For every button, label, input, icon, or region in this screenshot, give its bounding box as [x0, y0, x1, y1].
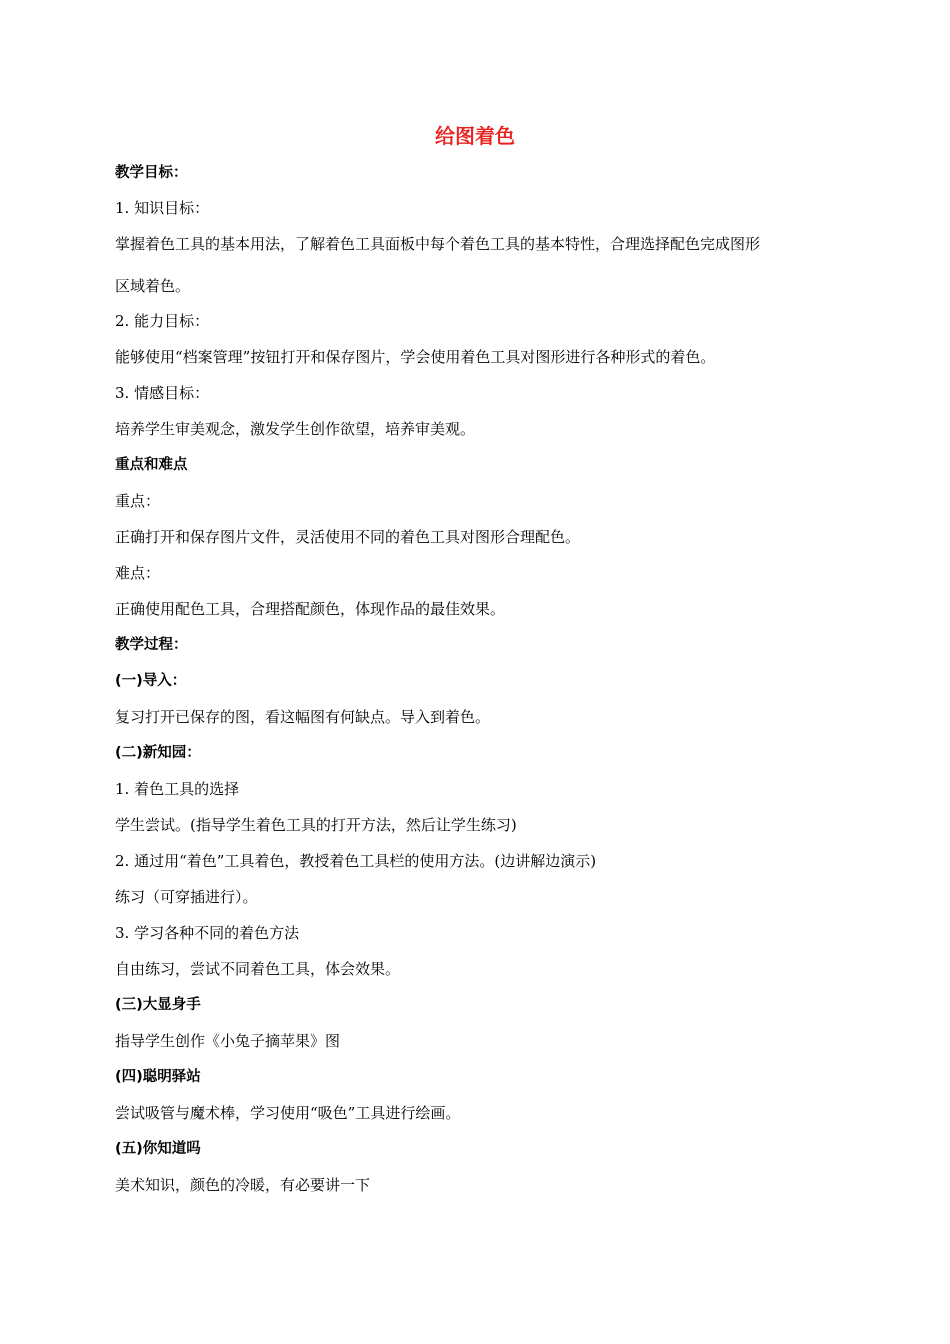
item-emotion-goal: 3. 情感目标：: [115, 384, 210, 402]
label-difficult-point: 难点：: [115, 564, 161, 582]
paragraph-practice: 练习（可穿插进行）。: [115, 888, 258, 906]
paragraph-ability-goal: 能够使用“档案管理”按钮打开和保存图片，学会使用着色工具对图形进行各种形式的着色。: [115, 348, 716, 366]
paragraph-did-you-know: 美术知识，颜色的冷暖，有必要讲一下: [115, 1176, 371, 1194]
item-ability-goal: 2. 能力目标：: [115, 312, 210, 330]
paragraph-tool-selection: 学生尝试。(指导学生着色工具的打开方法，然后让学生练习): [115, 816, 517, 834]
document-title: 给图着色: [435, 124, 515, 148]
label-key-point: 重点：: [115, 492, 161, 510]
heading-introduction: (一)导入：: [115, 673, 187, 689]
heading-key-and-difficult-points: 重点和难点: [115, 457, 188, 473]
item-coloring-tool: 2. 通过用“着色”工具着色，教授着色工具栏的使用方法。(边讲解边演示): [115, 852, 597, 870]
paragraph-smart-station: 尝试吸管与魔术棒，学习使用“吸色”工具进行绘画。: [115, 1104, 461, 1122]
paragraph-show-skills: 指导学生创作《小兔子摘苹果》图: [115, 1032, 341, 1050]
paragraph-free-practice: 自由练习，尝试不同着色工具，体会效果。: [115, 960, 401, 978]
paragraph-knowledge-goal-2: 区域着色。: [115, 277, 191, 295]
heading-new-knowledge: (二)新知园：: [115, 745, 201, 761]
heading-show-skills: (三)大显身手: [115, 997, 201, 1013]
paragraph-knowledge-goal-1: 掌握着色工具的基本用法，了解着色工具面板中每个着色工具的基本特性，合理选择配色完成图形: [115, 235, 761, 253]
heading-teaching-goals: 教学目标：: [115, 165, 188, 181]
heading-smart-station: (四)聪明驿站: [115, 1069, 201, 1085]
item-knowledge-goal: 1. 知识目标：: [115, 199, 210, 217]
paragraph-emotion-goal: 培养学生审美观念，激发学生创作欲望，培养审美观。: [115, 420, 476, 438]
heading-did-you-know: (五)你知道吗: [115, 1141, 201, 1157]
item-coloring-methods: 3. 学习各种不同的着色方法: [115, 924, 300, 942]
paragraph-difficult-point: 正确使用配色工具，合理搭配颜色，体现作品的最佳效果。: [115, 600, 506, 618]
item-tool-selection: 1. 着色工具的选择: [115, 780, 240, 798]
paragraph-introduction: 复习打开已保存的图，看这幅图有何缺点。导入到着色。: [115, 708, 491, 726]
paragraph-key-point: 正确打开和保存图片文件，灵活使用不同的着色工具对图形合理配色。: [115, 528, 581, 546]
heading-teaching-process: 教学过程：: [115, 637, 188, 653]
